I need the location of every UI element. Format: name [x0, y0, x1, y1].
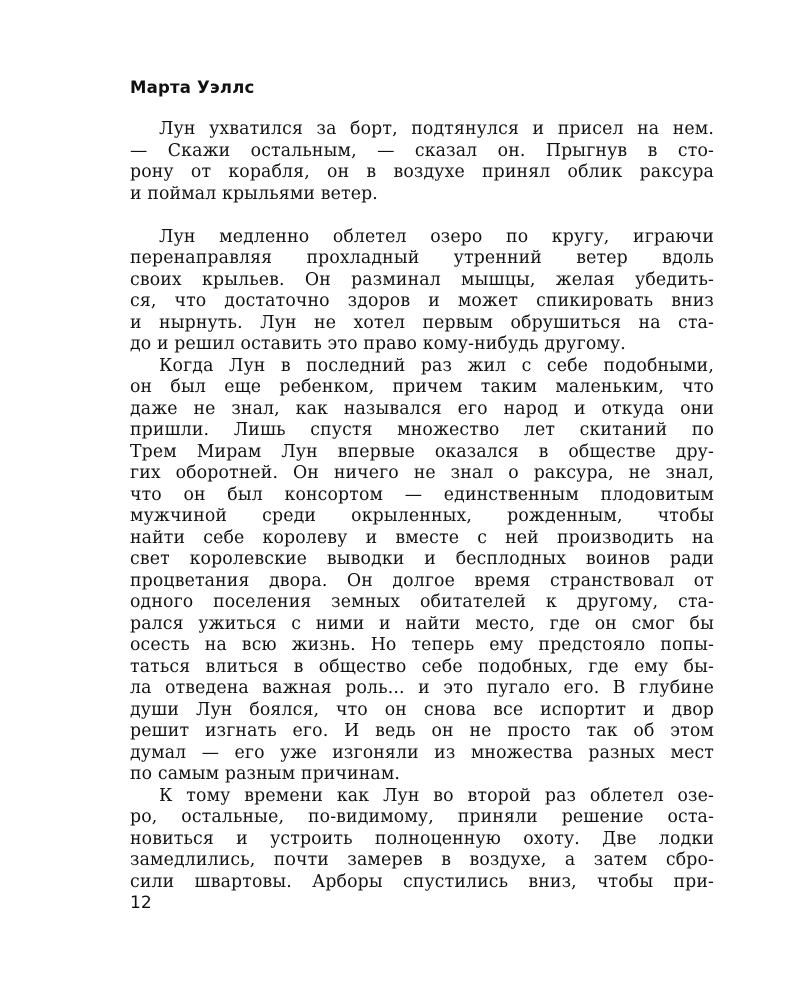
text-line: души Лун боялся, что он снова все испортит и двор [130, 699, 714, 720]
text-line: что он был консортом — единственным плодовитым [130, 484, 714, 505]
text-line: он был еще ребенком, причем таким маленьким, что [130, 377, 714, 397]
text-line: думал — его уже изгоняли из множества разных мест [130, 742, 714, 763]
text-line: одного поселения земных обитателей к другому, ста- [130, 592, 714, 612]
text-line: Трем Мирам Лун впервые оказался в обществе дру- [130, 441, 714, 462]
text-line: таться влиться в общество себе подобных, где ему бы- [130, 656, 714, 677]
text-line: пришли. Лишь спустя множество лет скитаний по [130, 420, 714, 440]
running-head-author: Марта Уэллс [130, 78, 255, 97]
text-line: Когда Лун в последний раз жил с себе подобными, [159, 355, 714, 376]
page-number: 12 [130, 893, 152, 913]
text-line: и поймал крыльями ветер. [130, 183, 378, 204]
body-text [130, 119, 714, 893]
text-line: ся, что достаточно здоров и может спикировать вниз [130, 291, 714, 311]
section-break [130, 205, 714, 227]
text-line: свет королевские выводки и бесплодных воинов ради [130, 549, 714, 569]
text-line: перенаправляя прохладный утренний ветер вдоль [130, 248, 714, 268]
paragraph [130, 786, 714, 894]
text-line: ро, остальные, по-видимому, приняли решение оста- [130, 807, 714, 827]
text-line: по самым разным причинам. [130, 764, 401, 784]
text-line: гих оборотней. Он ничего не знал о раксура, не знал, [130, 463, 714, 483]
text-line: своих крыльев. Он разминал мышцы, желая убедить- [130, 269, 714, 290]
text-line: осесть на всю жизнь. Но теперь ему предстояло попы- [130, 635, 714, 655]
paragraph [130, 227, 714, 356]
text-line: даже не знал, как назывался его народ и откуда они [130, 398, 714, 419]
text-line: мужчиной среди окрыленных, рожденным, чтобы [130, 506, 714, 526]
text-line: — Скажи остальным, — сказал он. Прыгнув в сто- [130, 140, 714, 161]
text-line: процветания двора. Он долгое время странствовал от [130, 570, 714, 591]
text-line: Лун ухватился за борт, подтянулся и присел на нем. [159, 119, 714, 139]
text-line: решит изгнать его. И ведь он не просто так об этом [130, 721, 714, 741]
text-line: ла отведена важная роль... и это пугало его. В глубине [130, 678, 714, 698]
text-line: до и решил оставить это право кому-нибудь другому. [130, 334, 626, 354]
text-line: замедлились, почти замерев в воздухе, а затем сбро- [130, 850, 714, 870]
text-line: рался ужиться с ними и найти место, где он смог бы [130, 613, 714, 634]
text-line: найти себе королеву и вместе с ней производить на [130, 527, 714, 548]
text-line: К тому времени как Лун во второй раз облетел озе- [159, 785, 714, 806]
paragraph [130, 119, 714, 205]
paragraph [130, 356, 714, 786]
text-line: новиться и устроить полноценную охоту. Две лодки [130, 828, 714, 849]
text-line: рону от корабля, он в воздухе принял облик раксура [130, 162, 714, 182]
text-line: и нырнуть. Лун не хотел первым обрушиться на ста- [130, 312, 714, 333]
text-line: Лун медленно облетел озеро по кругу, играючи [159, 226, 714, 247]
text-line: сили швартовы. Арборы спустились вниз, чтобы при- [130, 871, 714, 892]
